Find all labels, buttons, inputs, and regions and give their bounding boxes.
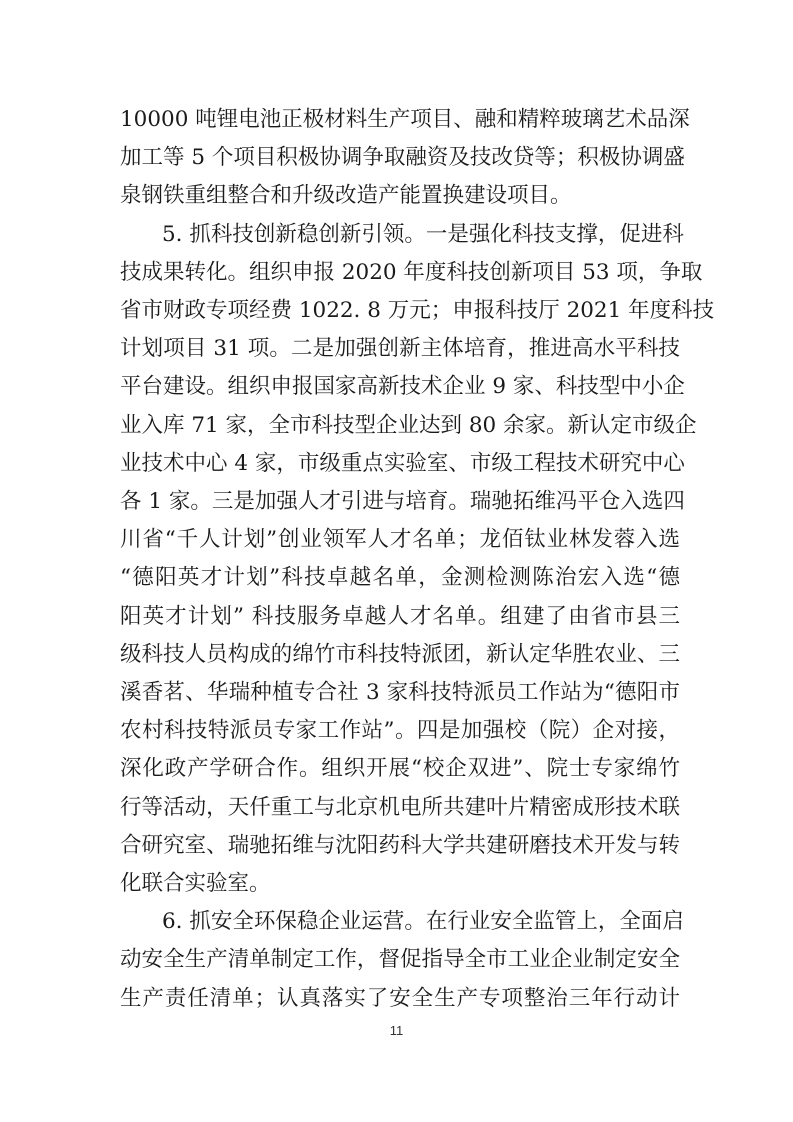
paragraph-5-heading-line: 5. 抓科技创新稳创新引领。一是强化科技支撑，促进科 (162, 221, 684, 247)
text-line-17: 农村科技特派员专家工作站”。四是加强校（院）企对接， (120, 718, 680, 744)
text-line-16: 溪香茗、华瑞种植专合社 3 家科技特派员工作站为“德阳市 (120, 680, 680, 705)
text-line-6: 省市财政专项经费 1022. 8 万元；申报科技厅 2021 年度科技 (120, 298, 715, 323)
text-line-10: 业技术中心 4 家，市级重点实验室、市级工程技术研究中心 (120, 450, 685, 476)
paragraph-6-heading-line: 6. 抓安全环保稳企业运营。在行业安全监管上，全面启 (162, 909, 684, 935)
text-line-2: 加工等 5 个项目积极协调争取融资及技改贷等；积极协调盛 (120, 145, 685, 171)
text-line-23: 动安全生产清单制定工作，督促指导全市工业企业制定安全 (120, 947, 680, 973)
text-line-11: 各 1 家。三是加强人才引进与培育。瑞驰拓维冯平仓入选四 (120, 489, 685, 514)
text-line-9: 业入库 71 家，全市科技型企业达到 80 余家。新认定市级企 (120, 412, 697, 438)
text-line-8: 平台建设。组织申报国家高新技术企业 9 家、科技型中小企 (120, 374, 685, 400)
text-line-20: 合研究室、瑞驰拓维与沈阳药科大学共建研磨技术开发与转 (120, 832, 680, 858)
text-line-14: 阳英才计划” 科技服务卓越人才名单。组建了由省市县三 (120, 603, 680, 629)
text-line-18: 深化政产学研合作。组织开展“校企双进”、院士专家绵竹 (120, 756, 680, 782)
text-line-19: 行等活动，天仟重工与北京机电所共建叶片精密成形技术联 (120, 794, 680, 820)
text-line-7: 计划项目 31 项。二是加强创新主体培育，推进高水平科技 (120, 336, 680, 362)
text-line-12: 川省“千人计划”创业领军人才名单；龙佰钛业林发蓉入选 (120, 527, 680, 553)
text-line-1: 10000 吨锂电池正极材料生产项目、融和精粹玻璃艺术品深 (120, 107, 690, 132)
text-line-13: “德阳英才计划”科技卓越名单，金测检测陈治宏入选“德 (120, 565, 680, 591)
text-line-24: 生产责任清单；认真落实了安全生产专项整治三年行动计 (120, 985, 680, 1011)
text-line-15: 级科技人员构成的绵竹市科技特派团，新认定华胜农业、三 (120, 641, 680, 667)
page-number: 11 (389, 1022, 404, 1038)
text-line-21: 化联合实验室。 (120, 871, 271, 896)
text-line-3: 泉钢铁重组整合和升级改造产能置换建设项目。 (120, 183, 572, 209)
text-line-5: 技成果转化。组织申报 2020 年度科技创新项目 53 项，争取 (120, 259, 703, 285)
